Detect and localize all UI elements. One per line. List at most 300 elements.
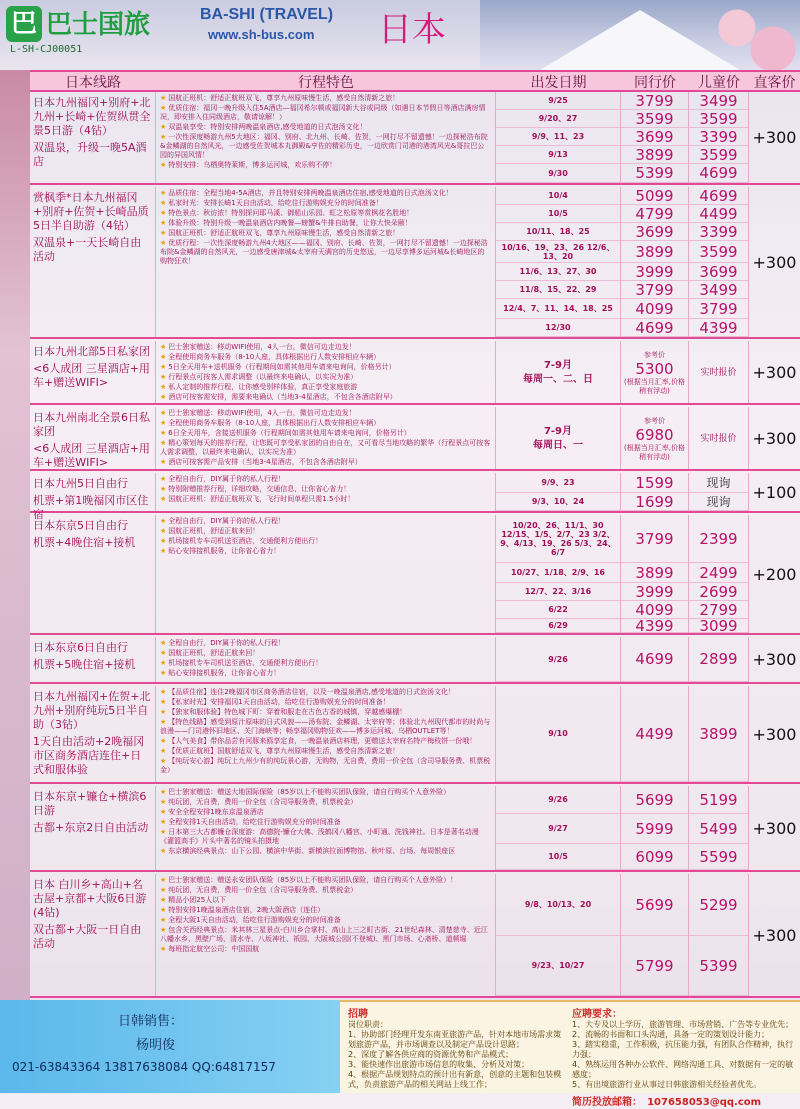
route-subtitle: 双温泉+一天长崎自由活动 — [33, 236, 142, 263]
star-icon: ★ — [160, 896, 167, 904]
star-icon: ★ — [160, 688, 167, 696]
departure-date: 12/7、22、3/16 — [496, 583, 620, 601]
table-row — [30, 341, 800, 405]
recruit-item: 2、深度了解各供应商的资源优势和产品模式； — [348, 1050, 514, 1059]
direct-price: +200 — [752, 564, 797, 584]
feature-text: 【特色线路】感受到原汁原味的日式风貌——汤布院、金鳞湖、太宰府等；体验北九州现代都市的时尚与浪漫——门司港怀旧地区、关门海峡等；畅享福冈购物狂欢——博多运河城、乌栖OUTLET等！ — [160, 718, 491, 735]
child-price: 5599 — [689, 844, 748, 870]
feature-text: 特色景点：秋访浓！特别探问耶马溪、御船山乐园、虹之松原等赏枫花名胜地！ — [168, 209, 414, 217]
feature-text: 【人气美食】带你品尝有河豚来鸥享定食，一晚温泉酒店料理，更赠送太宰府名特产梅枝饼一份哦！ — [168, 737, 477, 745]
feature-text: 贴心安排接机服务，让你省心省力！ — [168, 547, 281, 555]
sales-name: 杨明俊 — [136, 1038, 176, 1053]
requirement-item: 1、大专及以上学历，旅游管理、市场营销、广告等专业优先； — [572, 1020, 794, 1029]
requirement-item: 2、流畅的书面和口头沟通，具备一定的策划设计能力； — [572, 1030, 770, 1039]
route-title: 日本东京6日自由行 — [33, 641, 128, 654]
star-icon: ★ — [160, 757, 167, 765]
star-icon: ★ — [160, 945, 167, 953]
route-features — [156, 515, 496, 633]
child-prices — [689, 874, 749, 996]
peer-prices — [621, 786, 689, 870]
departure-date: 9/23、10/27 — [496, 936, 620, 996]
peer-price: 4099 — [621, 299, 688, 319]
feature-item — [160, 788, 491, 797]
feature-text: 国航正班机，舒适正航来回！ — [168, 649, 260, 657]
route-title: 日本九州5日自由行 — [33, 477, 128, 490]
feature-item — [160, 161, 491, 170]
peer-price: 5699 — [621, 786, 688, 814]
star-icon: ★ — [160, 718, 167, 726]
star-icon: ★ — [160, 189, 167, 197]
feature-item — [160, 439, 491, 457]
feature-item — [160, 209, 491, 218]
child-prices — [689, 341, 749, 403]
child-prices — [689, 92, 749, 183]
star-icon: ★ — [160, 419, 167, 427]
feature-item — [160, 537, 491, 546]
peer-price: 3699 — [621, 223, 688, 241]
peer-prices — [621, 515, 689, 633]
departure-dates — [496, 686, 621, 782]
feature-text: 精心策划每天的推荐行程，让您既可享受私家团的自由自在，又可看尽当地攻略的繁华（行程景点可按客人需求调整，以最终来电确认，以实况为准） — [160, 439, 491, 456]
feature-text: 全程自由行，DIY属于你的私人行程！ — [168, 475, 286, 483]
route-features — [156, 686, 496, 782]
departure-date: 10/5 — [496, 205, 620, 223]
departure-date: 10/27、1/18、2/9、16 — [496, 563, 620, 583]
route-title: 日本九州福冈+别府+北九州+长崎+佐贺纵贯全景5日游（4钻） — [33, 96, 151, 137]
direct-price: +300 — [752, 362, 797, 382]
requirement-item: 4、熟练运用各种办公软件、网络沟通工具、对数据有一定的敏感度； — [572, 1060, 794, 1079]
star-icon: ★ — [160, 547, 167, 555]
star-icon: ★ — [160, 383, 167, 391]
departure-date: 11/6、13、27、30 — [496, 263, 620, 281]
child-price: 3599 — [689, 241, 748, 263]
feature-item — [160, 517, 491, 526]
star-icon: ★ — [160, 495, 167, 503]
table-row — [30, 874, 800, 998]
route-name — [30, 874, 156, 996]
peer-price: 3899 — [621, 241, 688, 263]
star-icon: ★ — [160, 537, 167, 545]
recruit-duties — [348, 1005, 568, 1090]
feature-item — [160, 688, 491, 697]
feature-item — [160, 808, 491, 817]
requirements-title: 应聘要求： — [572, 1009, 622, 1020]
child-price: 现询 — [689, 493, 748, 511]
feature-item — [160, 383, 491, 392]
star-icon: ★ — [160, 669, 167, 677]
feature-item — [160, 547, 491, 556]
peer-prices — [621, 473, 689, 511]
feature-item — [160, 495, 491, 504]
star-icon: ★ — [160, 363, 167, 371]
col-route: 日本线路 — [65, 75, 121, 91]
star-icon: ★ — [160, 409, 167, 417]
feature-item — [160, 669, 491, 678]
child-price: 2399 — [689, 515, 748, 563]
route-name — [30, 187, 156, 337]
peer-price: 3799 — [621, 515, 688, 563]
feature-item — [160, 876, 491, 885]
direct-price: +300 — [752, 818, 797, 838]
child-price: 4499 — [689, 205, 748, 223]
departure-dates — [496, 874, 621, 996]
feature-text: 特别附赠推荐行程，详细攻略，交通信息，让你省心省力！ — [168, 485, 351, 493]
feature-item — [160, 199, 491, 208]
child-price: 3599 — [689, 110, 748, 128]
child-prices — [689, 515, 749, 633]
departure-date: 9/10 — [496, 686, 620, 782]
child-price: 2499 — [689, 563, 748, 583]
feature-item — [160, 373, 491, 382]
feature-item — [160, 485, 491, 494]
child-price: 5199 — [689, 786, 748, 814]
direct-price: +100 — [752, 482, 797, 502]
child-price: 现询 — [689, 473, 748, 493]
feature-text: 【品质住宿】连住2晚福冈市区商务酒店住宿，以及一晚温泉酒店,感受地道的日式泡汤文化！ — [168, 688, 455, 696]
col-peer-price: 同行价 — [634, 75, 676, 91]
star-icon: ★ — [160, 808, 167, 816]
feature-item — [160, 239, 491, 266]
departure-dates — [496, 187, 621, 337]
star-icon: ★ — [160, 747, 167, 755]
star-icon: ★ — [160, 343, 167, 351]
feature-item — [160, 409, 491, 418]
departure-date: 11/8、15、22、29 — [496, 281, 620, 299]
recruit-requirements — [572, 1005, 796, 1109]
feature-item — [160, 757, 491, 775]
route-features — [156, 92, 496, 183]
peer-price: 3899 — [621, 146, 688, 164]
website-url[interactable]: www.sh-bus.com — [208, 27, 315, 42]
route-name — [30, 686, 156, 782]
feature-text: 优质住宿：福冈一晚升级入住5A酒店—福冈希尔顿或福冈新大谷或同级（如遇日本节假日等酒店满房情况，即安排入住同级酒店，敬请谅解！） — [160, 104, 486, 121]
route-subtitle: 机票+4晚住宿+接机 — [33, 536, 136, 549]
route-title: 赏枫季*日本九州福冈+别府+佐贺+长崎品质5日半自助游（4钻） — [33, 191, 149, 232]
peer-price: 4799 — [621, 205, 688, 223]
feature-item — [160, 429, 491, 438]
feature-text: 巴士独家赠送：赠送永安团队保险（85岁以上不能购买团队保险，请自行购买个人意外险）！ — [168, 876, 458, 884]
feature-text: 特别安排：乌栖奥特莱斯，博多运河城，欢乐购不停！ — [168, 161, 337, 169]
route-name — [30, 515, 156, 633]
departure-date: 9/20、27 — [496, 110, 620, 128]
feature-text: 双温泉享受：特别安排两晚温泉酒店,感受地道的日式泡汤文化！ — [168, 123, 367, 131]
peer-price: 5799 — [621, 936, 688, 996]
child-price: 5499 — [689, 814, 748, 844]
feature-text: 全程大阪1天自由活动，给吃住行游购娱充分的时间准备 — [168, 916, 341, 924]
departure-dates — [496, 515, 621, 633]
peer-prices — [621, 407, 689, 469]
departure-date: 9/9、11、23 — [496, 128, 620, 146]
route-subtitle: 机票+5晚住宿+接机 — [33, 658, 136, 671]
peer-price: 3999 — [621, 263, 688, 281]
child-price: 3799 — [689, 299, 748, 319]
departure-date: 6/29 — [496, 619, 620, 633]
peer-prices — [621, 637, 689, 682]
feature-item — [160, 123, 491, 132]
feature-item — [160, 698, 491, 707]
feature-text: 私人定制的推荐行程，让你感受别样体验，真正享受家庭旅游 — [168, 383, 358, 391]
feature-item — [160, 737, 491, 746]
peer-price: 5699 — [621, 874, 688, 936]
child-prices — [689, 407, 749, 469]
departure-dates — [496, 407, 621, 469]
feature-item — [160, 798, 491, 807]
departure-dates — [496, 786, 621, 870]
route-subtitle: 1天自由活动+2晚福冈市区商务酒店连住+日式和服体验 — [33, 735, 145, 776]
recruit-post: 岗位职责： — [348, 1020, 388, 1029]
footer — [0, 1000, 800, 1108]
requirement-item: 5、有出境旅游行业从事过日韩旅游相关经验者优先。 — [572, 1080, 762, 1089]
feature-item — [160, 527, 491, 536]
feature-text: 5日全天用车+送机服务（行程期间如需其他用车请来电询问，价格另计） — [168, 363, 396, 371]
child-price: 4699 — [689, 187, 748, 205]
feature-item — [160, 219, 491, 228]
peer-price: 3999 — [621, 583, 688, 601]
star-icon: ★ — [160, 439, 167, 447]
departure-date: 每周日、一 — [533, 440, 583, 451]
route-subtitle: <6人成团 三星酒店+用车+赠送WIFI> — [33, 442, 150, 469]
brand-name-en: BA-SHI (TRAVEL) — [200, 6, 334, 23]
departure-date: 9/8、10/13、20 — [496, 874, 620, 936]
feature-text: 纯玩团，无自费，费用一价全包（含司导服务费、机票税金） — [168, 886, 358, 894]
departure-date: 9/26 — [496, 637, 620, 682]
departure-date: 10/4 — [496, 187, 620, 205]
child-price: 3899 — [689, 686, 748, 782]
route-subtitle: 古都+东京2日自由活动 — [33, 821, 149, 834]
email-link[interactable]: 107658053@qq.com — [647, 1097, 762, 1108]
feature-text: 国航正班机：舒适正航班双飞，飞行时间单程只需1.5小时！ — [168, 495, 355, 503]
child-price: 3499 — [689, 92, 748, 110]
peer-price: 6099 — [621, 844, 688, 870]
star-icon: ★ — [160, 373, 167, 381]
route-name — [30, 407, 156, 469]
child-price: 实时报价 — [700, 367, 737, 378]
route-name — [30, 637, 156, 682]
peer-prices — [621, 874, 689, 996]
star-icon: ★ — [160, 209, 167, 217]
feature-item — [160, 353, 491, 362]
table-row — [30, 407, 800, 471]
feature-text: 酒店可按客需安排，需要来电确认（当地3-4星酒店，不包含各酒店附早） — [168, 393, 397, 401]
star-icon: ★ — [160, 798, 167, 806]
star-icon: ★ — [160, 393, 167, 401]
feature-item — [160, 747, 491, 756]
mount-fuji-image — [480, 0, 800, 70]
star-icon: ★ — [160, 926, 167, 934]
child-price: 3599 — [689, 146, 748, 164]
departure-date: 9/25 — [496, 92, 620, 110]
route-title: 日本九州福冈+佐贺+北九州+别府纯玩5日半自助（3钻） — [33, 690, 151, 731]
peer-prices — [621, 187, 689, 337]
star-icon: ★ — [160, 104, 167, 112]
departure-date: 10/11、18、25 — [496, 223, 620, 241]
col-child-price: 儿童价 — [698, 75, 740, 91]
route-features — [156, 473, 496, 511]
child-price: 4399 — [689, 319, 748, 337]
table-row — [30, 187, 800, 339]
child-price: 2699 — [689, 583, 748, 601]
route-name — [30, 92, 156, 183]
peer-price: 3599 — [621, 110, 688, 128]
requirement-item: 3、踏实稳重，工作积极，抗压能力强，有团队合作精神，执行力强； — [572, 1040, 794, 1059]
star-icon: ★ — [160, 475, 167, 483]
feature-text: 私家时光：安排长崎1天自由活动，给吃住行游购娱充分的时间准备！ — [168, 199, 383, 207]
child-price: 实时报价 — [700, 433, 737, 444]
peer-price: 5999 — [621, 814, 688, 844]
star-icon: ★ — [160, 788, 167, 796]
email-label: 简历投放邮箱： — [572, 1097, 642, 1108]
feature-text: 一次性深度畅游九州5大地区：福冈、别府、北九州、长崎、佐贺，一网打尽不留遗憾！一边探秘浩布院&金鳞湖的自然风光，一边感受佐贺城本丸御殿&亨佐的精彩历史，一边欣赏门司港的港湾风光&哥拉巴公园的异国风情！ — [160, 133, 488, 159]
child-prices — [689, 187, 749, 337]
peer-price: 4699 — [621, 319, 688, 337]
feature-text: 巴士独家赠送：移动WIFI使用，4人一台，微信可边走边发！ — [168, 343, 356, 351]
feature-item — [160, 828, 491, 846]
peer-prices — [621, 341, 689, 403]
departure-date: 7-9月 — [543, 360, 573, 371]
feature-text: 精品小团25人以下 — [168, 896, 227, 904]
feature-item — [160, 94, 491, 103]
child-prices — [689, 686, 749, 782]
child-price: 3699 — [689, 263, 748, 281]
departure-date: 7-9月 — [543, 426, 573, 437]
route-title: 日本东京5日自由行 — [33, 519, 128, 532]
feature-text: 【纯玩安心游】纯玩上九州少有的纯玩景心游，无购物，无自费，费用一价全包（含司导服务费、机票税金） — [160, 757, 491, 774]
departure-date: 9/3、10、24 — [496, 493, 620, 511]
feature-text: 行程景点可按客人需求调整（以最终来电确认，以实况为准） — [168, 373, 358, 381]
feature-text: 全程自由行，DIY属于你的私人行程！ — [168, 517, 286, 525]
feature-text: 包含关西经典景点：米其林三星景点-白川乡合掌村、高山上三之町古街、21世纪森林、清楚慈寺、近江八幡水乡、黑壁广场、清水寺、八坂神社、祇园、大阪城公园(不登城)、黑门市场、心斋桥、道顿堀 — [160, 926, 488, 943]
departure-date: 6/22 — [496, 601, 620, 619]
feature-text: 酒店可按客需产品安排（当地3-4星酒店，不包含各酒店附早） — [168, 458, 362, 466]
departure-dates — [496, 637, 621, 682]
route-name — [30, 341, 156, 403]
feature-item — [160, 945, 491, 954]
table-row — [30, 515, 800, 635]
route-features — [156, 341, 496, 403]
departure-date: 10/20、26、11/1、30 12/15、1/5、2/7、23 3/2、9、4/13、19、26 5/3、24、6/7 — [496, 515, 620, 563]
peer-price: 5099 — [621, 187, 688, 205]
feature-text: 国航正班机：舒适正航班双飞，尊享九州原味慢生活，感受自然清新之旅！ — [168, 229, 400, 237]
sales-label: 日韩销售： — [118, 1014, 184, 1029]
star-icon: ★ — [160, 659, 167, 667]
price-note: (根据当月汇率,价格稍有浮动) — [624, 443, 685, 461]
peer-price: 3899 — [621, 563, 688, 583]
cherry-blossom-decoration — [0, 70, 30, 1000]
departure-date: 12/30 — [496, 319, 620, 337]
peer-price: 5300 — [635, 359, 674, 378]
departure-date: 9/30 — [496, 164, 620, 183]
child-prices — [689, 473, 749, 511]
star-icon: ★ — [160, 94, 167, 102]
peer-price: 1599 — [621, 473, 688, 493]
child-price: 3099 — [689, 619, 748, 633]
brand-name-cn: 巴士国旅 — [46, 10, 151, 40]
feature-text: 国航正班机：舒适正航班双飞，尊享九州原味慢生活，感受自然清新之旅！ — [168, 94, 400, 102]
table-row — [30, 786, 800, 872]
route-features — [156, 874, 496, 996]
feature-item — [160, 896, 491, 905]
child-price: 3399 — [689, 223, 748, 241]
table-header — [30, 70, 800, 92]
peer-price: 1699 — [621, 493, 688, 511]
direct-price: +300 — [752, 128, 797, 147]
feature-text: 6日全天用车，含接送机服务（行程期间如需其他用车请来电询问，价格另计） — [168, 429, 411, 437]
star-icon: ★ — [160, 737, 167, 745]
direct-price: +300 — [752, 428, 797, 448]
feature-text: 【优质正航班】国航舒适双飞，尊享九州原味慢生活，感受自然清新之旅！ — [168, 747, 400, 755]
route-subtitle: 双古都+大阪一日自由活动 — [33, 923, 142, 950]
recruit-item: 3、能快速作出旅游市场信息的收集、分析及对策； — [348, 1060, 530, 1069]
feature-item — [160, 708, 491, 717]
feature-text: 巴士独家赠送：移动WIFI使用，4人一台，微信可边走边发！ — [168, 409, 356, 417]
route-title: 日本九州南北全景6日私家团 — [33, 411, 150, 438]
feature-item — [160, 104, 491, 122]
feature-item — [160, 718, 491, 736]
route-subtitle: 双温泉，升级一晚5A酒店 — [33, 141, 147, 168]
peer-price: 3799 — [621, 92, 688, 110]
star-icon: ★ — [160, 876, 167, 884]
star-icon: ★ — [160, 886, 167, 894]
reference-price-label: 参考价 — [644, 350, 665, 359]
sales-phone: 021-63843364 13817638084 QQ:64817157 — [12, 1060, 276, 1074]
star-icon: ★ — [160, 429, 167, 437]
departure-date: 12/4、7、11、14、18、25 — [496, 299, 620, 319]
route-subtitle: 机票+第1晚福冈市区住宿 — [33, 494, 149, 521]
recruitment-box — [340, 1000, 800, 1108]
star-icon: ★ — [160, 527, 167, 535]
route-features — [156, 637, 496, 682]
feature-item — [160, 458, 491, 467]
feature-text: 体验升级：特别升级一晚温泉酒店内晚餐—螃蟹&牛排自助餐，让你大快朵颐！ — [168, 219, 412, 227]
feature-text: 全程使用商务车服务（8-10人座，具体根据出行人数安排相应车辆） — [168, 419, 381, 427]
departure-date: 10/16、19、23、26 12/6、13、20 — [496, 241, 620, 263]
feature-text: 日本第三大古都镰仓深度游：高德院-镰仓大佛、浅鹤冈八幡宫、小町通、洗钱神社。日本是著名动漫《灌篮高手》片头中著名的镜头拍摄地 — [160, 828, 479, 845]
star-icon: ★ — [160, 818, 167, 826]
feature-item — [160, 189, 491, 198]
feature-item — [160, 847, 491, 856]
direct-price: +300 — [752, 925, 797, 945]
feature-text: 特别安排1晚温泉酒店住宿，2晚大阪酒店（连住） — [168, 906, 325, 914]
feature-text: 全程安排1天自由活动，给吃住行游购娱充分的时间准备 — [168, 818, 341, 826]
departure-date: 9/26 — [496, 786, 620, 814]
child-price: 5299 — [689, 874, 748, 936]
departure-date: 10/5 — [496, 844, 620, 870]
price-note: (根据当月汇率,价格稍有浮动) — [624, 377, 685, 395]
feature-item — [160, 906, 491, 915]
route-features — [156, 786, 496, 870]
star-icon: ★ — [160, 199, 167, 207]
star-icon: ★ — [160, 698, 167, 706]
star-icon: ★ — [160, 517, 167, 525]
star-icon: ★ — [160, 229, 167, 237]
route-title: 日本九州北部5日私家团 — [33, 345, 150, 358]
peer-price: 6980 — [635, 425, 674, 444]
feature-item — [160, 916, 491, 925]
direct-price: +300 — [752, 252, 797, 272]
child-prices — [689, 786, 749, 870]
feature-text: 品质住宿：全程当地4-5A酒店，并且特别安排两晚温泉酒店住宿,感受地道的日式泡汤文化！ — [168, 189, 453, 197]
sales-contact — [0, 1000, 340, 1093]
feature-text: 全程自由行，DIY属于你的私人行程！ — [168, 639, 286, 647]
star-icon: ★ — [160, 219, 167, 227]
route-name — [30, 473, 156, 521]
direct-price: +300 — [752, 650, 797, 669]
feature-text: 东京横滨经典景点：山下公园、横滨中华街、新横滨拉面博物馆、秋叶原、台场、每周银座区 — [168, 847, 456, 855]
route-subtitle: <6人成团 三星酒店+用车+赠送WIFI> — [33, 362, 150, 389]
table-row — [30, 92, 800, 185]
feature-item — [160, 818, 491, 827]
feature-text: 贴心安排接机服务，让你省心省力！ — [168, 669, 281, 677]
